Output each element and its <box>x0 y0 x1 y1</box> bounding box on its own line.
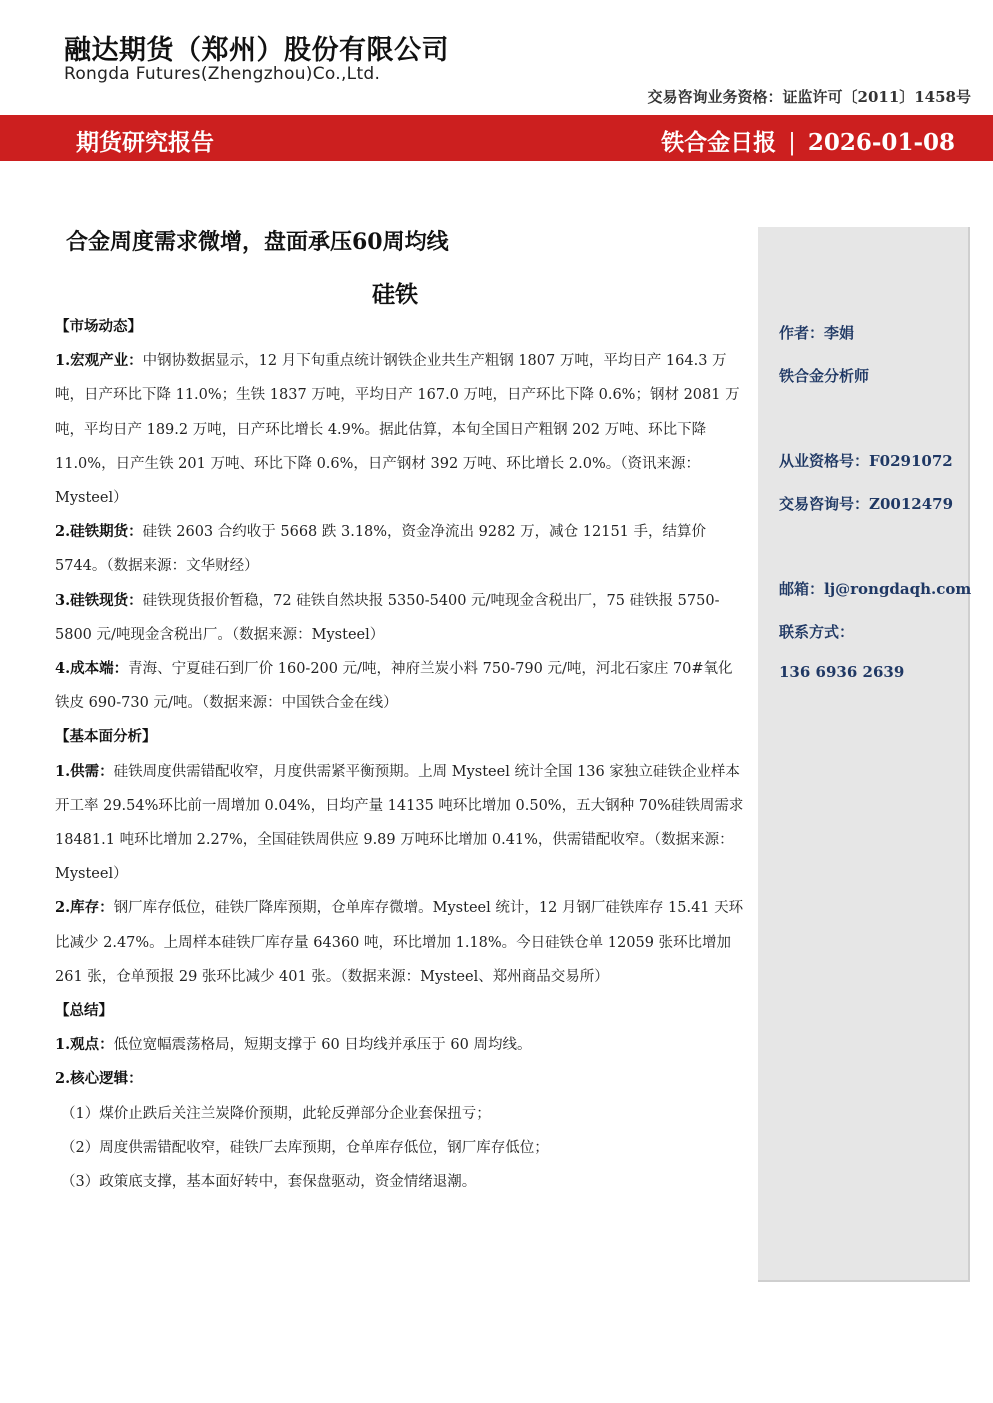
contact-phone: 136 6936 2639 <box>779 663 905 681</box>
banner-report-info <box>661 124 955 157</box>
logic-item: （1）煤价止跌后关注兰炭降价预期，此轮反弹部分企业套保扭亏； <box>61 1105 491 1122</box>
item-lead: 2.库存： <box>55 899 114 917</box>
logic-item: （3）政策底支撑，基本面好转中，套保盘驱动，资金情绪退潮。 <box>61 1174 477 1191</box>
item-lead: 1.供需： <box>55 762 114 780</box>
logic-item: （2）周度供需错配收窄，硅铁厂去库预期，仓单库存低位，钢厂库存低位； <box>61 1139 549 1156</box>
item-text: 钢厂库存低位，硅铁厂降库预期，仓单库存微增。Mysteel 统计，12 月钢厂硅铁库存 15.41 天环比减少 2.47%。上周样本硅铁厂库存量 64360 吨，环比增加 1.18%。今日硅铁仓单 12059 张环比增加 261 张，仓单预报 29 张环比减少 401 张。（数据来源：Mysteel、郑州商品交易所） <box>55 900 744 985</box>
section-heading-market: 【市场动态】 <box>55 318 142 335</box>
item-text: 低位宽幅震荡格局，短期支撑于 60 日均线并承压于 60 周均线。 <box>113 1037 532 1054</box>
market-item-cost <box>55 652 745 720</box>
report-banner <box>0 115 993 161</box>
market-item-spot <box>55 584 745 652</box>
item-text: 中钢协数据显示，12 月下旬重点统计钢铁企业共生产粗钢 1807 万吨，平均日产 164.3 万吨，日产环比下降 11.0%；生铁 1837 万吨，平均日产 167.0 万吨，日产环比下降 0.6%；钢材 2081 万吨，平均日产 189.2 万吨，日产环比增长 4.9%。据此估算，本旬全国日产粗钢 202 万吨、环比下降 11.0%，日产生铁 201 万吨、环比下降 0.6%，日产钢材 392 万吨、环比增长 2.0%。（资讯来源：Mysteel） <box>55 353 740 507</box>
summary-view <box>55 1028 745 1062</box>
fundamental-item-supply <box>55 755 745 892</box>
market-item-futures <box>55 515 745 583</box>
banner-report-type: 期货研究报告 <box>76 129 214 156</box>
report-headline: 合金周度需求微增，盘面承压60周均线 <box>66 229 449 255</box>
item-lead: 2.硅铁期货： <box>55 523 143 541</box>
contact-label: 联系方式： <box>779 623 855 641</box>
item-lead: 4.成本端： <box>55 660 129 678</box>
company-name-cn: 融达期货（郑州）股份有限公司 <box>64 35 449 66</box>
author-sidebar <box>758 227 970 1282</box>
banner-report-name: 铁合金日报 <box>661 129 777 156</box>
qualification-number: 从业资格号：F0291072 <box>779 452 953 470</box>
item-text: 硅铁现货报价暂稳，72 硅铁自然块报 5350-5400 元/吨现金含税出厂，75 硅铁报 5750-5800 元/吨现金含税出厂。（数据来源：Mysteel） <box>55 592 720 643</box>
fundamental-item-inventory <box>55 891 745 994</box>
author-name: 作者：李娟 <box>779 324 855 342</box>
banner-separator: | <box>788 130 796 156</box>
item-lead: 1.宏观产业： <box>55 352 143 370</box>
author-email[interactable]: 邮箱：lj@rongdaqh.com <box>779 580 972 598</box>
item-text: 青海、宁夏硅石到厂价 160-200 元/吨，神府兰炭小料 750-790 元/吨，河北石家庄 70#氧化铁皮 690-730 元/吨。（数据来源：中国铁合金在线） <box>55 661 733 712</box>
summary-logic-lead: 2.核心逻辑： <box>55 1070 143 1088</box>
report-body <box>55 310 745 1199</box>
consult-number: 交易咨询号：Z0012479 <box>779 495 954 513</box>
company-name-en: Rongda Futures(Zhengzhou)Co.,Ltd. <box>64 64 381 84</box>
author-role: 铁合金分析师 <box>779 367 870 385</box>
report-subject: 硅铁 <box>372 281 418 308</box>
item-text: 硅铁 2603 合约收于 5668 跌 3.18%，资金净流出 9282 万，减仓 12151 手，结算价 5744。（数据来源：文华财经） <box>55 524 707 575</box>
banner-date: 2026-01-08 <box>807 129 955 156</box>
market-item-macro <box>55 344 745 515</box>
item-text: 硅铁周度供需错配收窄，月度供需紧平衡预期。上周 Mysteel 统计全国 136 家独立硅铁企业样本开工率 29.54%环比前一周增加 0.04%，日均产量 14135 吨环比增加 0.50%，五大钢种 70%硅铁周需求 18481.1 吨环比增加 2.27%，全国硅铁周供应 9.89 万吨环比增加 0.41%，供需错配收窄。（数据来源：Mysteel） <box>55 763 744 883</box>
item-lead: 1.观点： <box>55 1036 114 1054</box>
license-text: 交易咨询业务资格：证监许可〔2011〕1458号 <box>647 88 971 106</box>
section-heading-summary: 【总结】 <box>55 1002 113 1020</box>
section-heading-fundamental: 【基本面分析】 <box>55 728 157 746</box>
item-lead: 3.硅铁现货： <box>55 591 143 609</box>
